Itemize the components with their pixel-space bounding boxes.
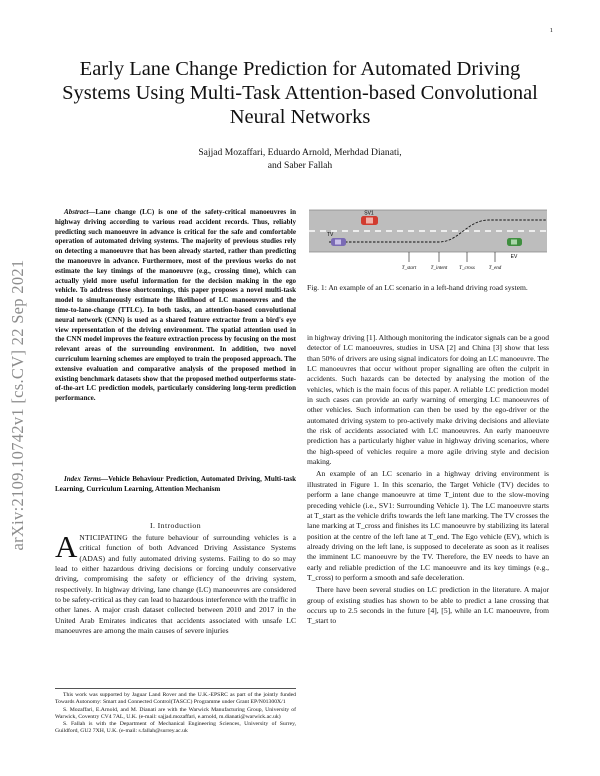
t-start-label: T_start bbox=[401, 266, 417, 271]
sv1-label: SV1 bbox=[364, 210, 374, 217]
section-heading: I. Introduction bbox=[149, 521, 202, 530]
t-intent-label: T_intent bbox=[430, 266, 448, 271]
footnote-affiliation-2: S. Fallah is with the Department of Mechanical Engineering Sciences, University of Surrey, Guildford, GU2 7XH, U.K. (e-mail: s.fallah@surrey.ac.uk bbox=[55, 721, 296, 735]
ev-car bbox=[507, 238, 522, 246]
paragraph-3: There have been several studies on LC prediction in the literature. A major group of existing studies has shown to be able to predict a lane crossing that occurs up to 2.5 seconds in the future [4], [5], while an LC manoeuvre, from T_start to bbox=[307, 585, 549, 626]
authors-line-2: and Saber Fallah bbox=[267, 160, 333, 171]
arxiv-stamp-text: arXiv:2109.10742v1 [cs.CV] 22 Sep 2021 bbox=[8, 259, 27, 551]
abstract bbox=[55, 208, 296, 404]
index-terms-text: —Vehicle Behaviour Prediction, Automated Driving, Multi-task Learning, Curriculum Learning, Attention Mechanism bbox=[55, 475, 296, 493]
tv-label: TV bbox=[327, 232, 334, 238]
t-end-label: T_end bbox=[488, 266, 502, 271]
t-cross-label: T_cross bbox=[459, 266, 475, 271]
authors bbox=[120, 146, 480, 172]
paragraph-1: in highway driving [1]. Although monitoring the indicator signals can be a good detector of LC manoeuvres, studies in USA [2] and China [3] show that less than 50% of drivers are using signal indicators for doing an LC manoeuvre. The LC manoeuvres that occur without proper signalling are often the culprit in accidents. Such hazards can be detected by analysing the motion of the vehicles, which is the main focus of this paper. A reliable LC prediction model in such cases can provide an early warning of emerging LC manoeuvres of other vehicles. Such information can then be used by the ego-driver or the automated driving system to pro-actively make driving decisions and alleviate the risk of accidents associated with LC manoeuvres. An early manoeuvre prediction has a particularly higher value in highway driving scenarios, where the high-speed of vehicles require a more agile driving style and decision making. bbox=[307, 333, 549, 467]
drop-cap: A bbox=[55, 529, 78, 564]
tv-car bbox=[331, 238, 346, 246]
arxiv-stamp bbox=[4, 195, 32, 615]
abstract-text: —Lane change (LC) is one of the safety-critical manoeuvres in highway driving according to various road accident records. Thus, reliably predicting such manoeuvre in advance is critical for the safe and comfortable operation of automated driving systems. The majority of previous studies rely on detecting a manoeuvre that has been already started, rather than predicting the manoeuvre in advance. Furthermore, most of the previous works do not estimate the key timings of the manoeuvre (e.g., crossing time), which can actually yield more useful information for the decision making in the ego vehicle. To address these shortcomings, this paper proposes a novel multi-task model to simultaneously estimate the likelihood of LC manoeuvres and the time-to-lane-change (TTLC). In both tasks, an attention-based convolutional neural network (CNN) is used as a shared feature extractor from a bird's eye view representation of the driving environment. The spatial attention used in the CNN model improves the feature extraction process by focusing on the most relevant areas of the surrounding environment. In addition, two novel curriculum learning schemes are employed to train the proposed approach. The extensive evaluation and comparative analysis of the proposed method in existing benchmark datasets show that the proposed method outperforms state-of-the-art LC prediction models, particularly considering long-term prediction performance. bbox=[55, 208, 296, 403]
introduction-paragraph bbox=[55, 529, 296, 636]
paragraph-2: An example of an LC scenario in a highway driving environment is illustrated in Figure 1. In this scenario, the Target Vehicle (TV) decides to perform a lane change manoeuvre at time T_intent due to the slow-moving preceding vehicle (i.e., SV1: Surrounding Vehicle 1). The LC manoeuvre starts at T_start as the vehicle drifts towards the left lane marking. The TV crosses the lane marking at T_cross and finishes its LC manoeuvre by stabilizing its lateral position at the centre of the left lane at T_end. The Ego vehicle (EV), which is already driving on the left lane, is supposed to decelerate as soon as it realises the imminent LC manoeuvre by the TV. Therefore, the EV needs to have an early and reliable prediction of the LC manoeuvre and its key timings (e.g., T_cross) to perform a smooth and safe deceleration. bbox=[307, 469, 549, 582]
sv1-car bbox=[361, 216, 378, 225]
footnote-funding: This work was supported by Jaguar Land Rover and the U.K.-EPSRC as part of the jointly funded Towards Autonomy: Smart and Connected Control(TASCC) Programme under Grant EP/N01300X/1 bbox=[55, 692, 296, 706]
abstract-label: Abstract bbox=[64, 208, 89, 216]
paper-title: Early Lane Change Prediction for Automated Driving Systems Using Multi-Task Attention-based Convolutional Neural Networks bbox=[62, 58, 538, 128]
lane-change-figure bbox=[309, 206, 547, 276]
index-terms bbox=[55, 475, 296, 495]
page-number: 1 bbox=[549, 27, 553, 34]
authors-line-1: Sajjad Mozaffari, Eduardo Arnold, Merhdad Dianati, bbox=[198, 147, 402, 158]
figure-caption: Fig. 1: An example of an LC scenario in a left-hand driving road system. bbox=[307, 283, 528, 292]
intro-text: the future behaviour of surrounding vehicles is a critical function of both Advanced Driving Assistance Systems (ADAS) and fully automated driving systems. Failing to do so may lead to either hazardous driving decisions or forcing unduly conservative driving, compromising the safety or efficiency of the driving system, respectively. In highway driving, lane change (LC) manoeuvres are considered to be safety-critical as they can lead to hazardous interference with the traffic in other lanes. A major crash dataset collected between 2010 and 2017 in the United Arab Emirates indicates that accidents associated with unsafe LC manoeuvres are among the main causes of severe injuries bbox=[55, 533, 296, 636]
index-terms-label: Index Terms bbox=[64, 475, 102, 483]
ev-label: EV bbox=[510, 254, 518, 260]
right-column-body bbox=[307, 333, 549, 627]
footnote-affiliation-1: S. Mozaffari, E.Arnold, and M. Dianati are with the Warwick Manufacturing Group, University of Warwick, Coventry CV4 7AL, U.K. (e-mail: sajjad.mozaffari, e.arnold, m.dianati@warwick.ac.uk) bbox=[55, 706, 296, 720]
footnotes bbox=[55, 688, 296, 736]
intro-caps: NTICIPATING bbox=[79, 533, 128, 542]
